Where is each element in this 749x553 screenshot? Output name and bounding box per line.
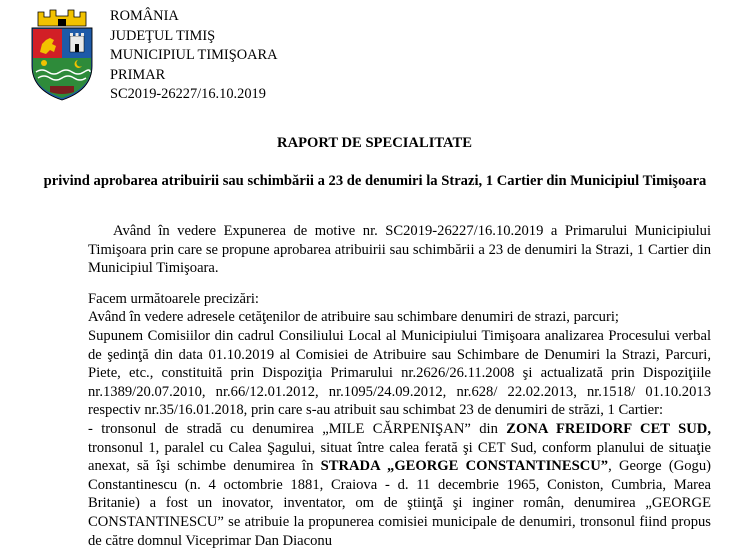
paragraph-requests: Având în vedere adresele cetăţenilor de atribuire sau schimbare denumiri de strazi, parcuri; [88,309,619,326]
item-text-end: , George (Gogu) Constantinescu (n. 4 octombrie 1881, Craiova - d. 11 decembrie 1965, Coniston, Cumbria, Marea Britanie) a fost un inovator, inventator, om de ştiinţă şi inginer român, denumirea „GEORGE CONSTANTINESCU” se atribuie la propunerea comisiei municipale de denumiri, tronsonul fiind propus de către domnul Viceprimar Dan Diaconu [88,458,712,549]
timisoara-coat-of-arms [28,6,96,102]
header-municipality: MUNICIPIUL TIMIŞOARA [110,47,278,64]
document-subtitle: privind aprobarea atribuirii sau schimbării a 23 de denumiri la Strazi, 1 Cartier din Municipiul Timişoara [43,173,707,189]
document-title: RAPORT DE SPECIALITATE [277,135,472,151]
item-zone: ZONA FREIDORF CET SUD, [506,420,711,437]
issuer-header [110,7,278,105]
paragraph-context: Având în vedere Expunerea de motive nr. SC2019-26227/16.10.2019 a Primarului Municipiului Timişoara prin care se propune aprobarea atribuirii sau schimbării a 23 de denumiri la Strazi, 1 Cartier din Municipiul Timişoara. [88,223,711,277]
header-county: JUDEŢUL TIMIŞ [110,27,216,44]
item-new-street-name: STRADA „GEORGE CONSTANTINESCU” [320,458,609,475]
header-registration-number: SC2019-26227/16.10.2019 [110,86,266,103]
paragraph-street-item [88,420,711,550]
header-office: PRIMAR [110,66,166,83]
item-text-middle: tronsonul 1, paralel cu Calea Şagului, situat între calea ferată şi CET Sud, conform planului de situaţie anexat, să îşi schimbe denumirea în [88,439,711,475]
paragraph-intro: Facem următoarele precizări: [88,290,259,307]
document-body [88,222,711,550]
header-country: ROMÂNIA [110,8,179,24]
item-text-start: - tronsonul de stradă cu denumirea „MILE CĂRPENIŞAN” din [88,420,507,437]
paragraph-submission: Supunem Comisiilor din cadrul Consiliului Local al Municipiului Timişoara analizarea Procesului verbal de şedinţă din data 01.10.2019 al Comisiei de Atribuire sau Schimbare de Denumiri la Strazi, Parcuri, Piete, etc., constituită prin Dispoziţia Primarului nr.2626/26.11.2008 şi actualizată prin Dispoziţiile nr.1389/20.07.2010, nr.66/12.01.2012, nr.1095/24.09.2012, nr.628/ 22.02.2013, nr.1518/ 01.10.2013 respectiv nr.35/16.01.2018, prin care s-au atribuit sau schimbat 23 de denumiri de străzi, 1 Cartier: [88,327,711,419]
